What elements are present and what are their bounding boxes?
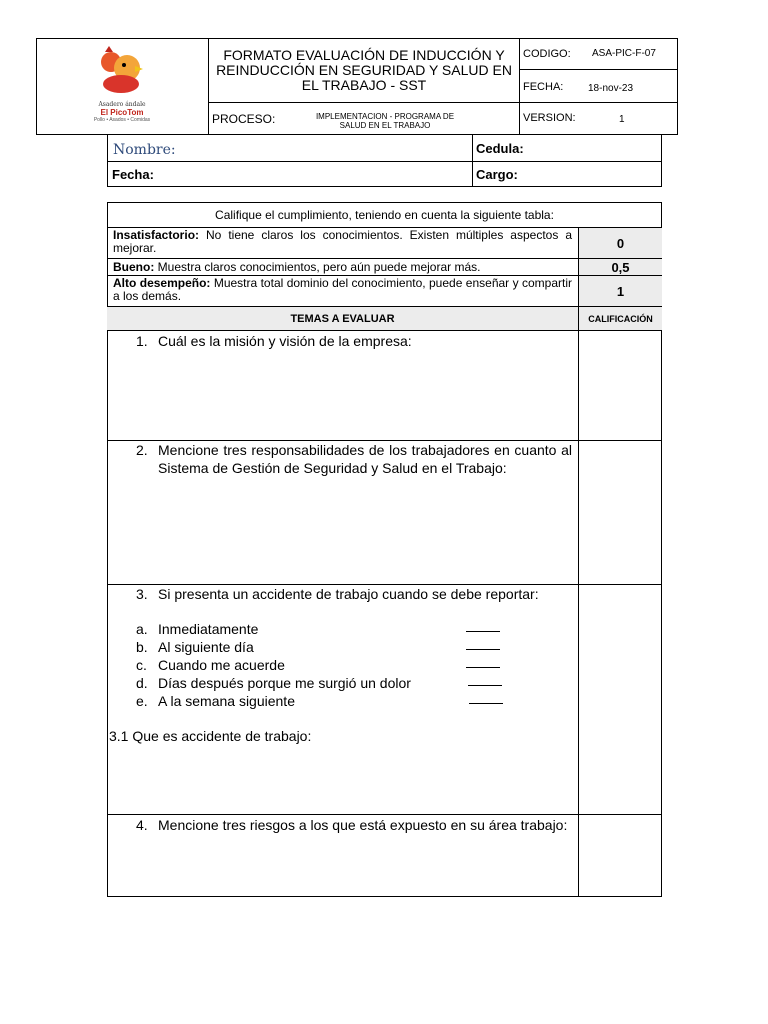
rating-level-0-name: Insatisfactorio: (113, 228, 200, 242)
question-1-text: Cuál es la misión y visión de la empresa: (158, 333, 412, 349)
rating-level-1 (107, 259, 579, 276)
logo-line-1: Asadero ándale (98, 101, 146, 108)
employee-divider-v (472, 135, 473, 187)
question-3-cell (107, 585, 579, 815)
proceso-label: PROCESO: (212, 112, 276, 126)
question-2-score[interactable] (579, 441, 662, 585)
option-d-blank[interactable] (468, 674, 502, 686)
company-logo (91, 44, 153, 124)
cedula-field[interactable] (530, 137, 658, 160)
rating-level-1-score: 0,5 (579, 259, 662, 276)
rating-level-0-desc: No tiene claros los conocimientos. Existen múltiples aspectos a mejorar. (113, 228, 572, 255)
nombre-field[interactable] (200, 137, 468, 160)
fecha-row (520, 70, 678, 103)
cargo-label: Cargo: (476, 167, 518, 182)
question-3-option-a[interactable] (136, 620, 576, 638)
logo-cell (36, 38, 209, 135)
question-1-score[interactable] (579, 331, 662, 441)
option-c-blank[interactable] (466, 656, 500, 668)
rating-level-0 (107, 228, 579, 259)
rating-instruction: Califique el cumplimiento, teniendo en cuenta la siguiente tabla: (107, 202, 662, 228)
fecha-label: FECHA: (523, 80, 564, 93)
option-b-letter: b. (136, 639, 148, 655)
question-3-option-e[interactable] (136, 692, 576, 710)
codigo-label: CODIGO: (523, 48, 571, 60)
logo-line-3: Pollo • Asados • Comidas (93, 117, 151, 123)
rating-level-2-score: 1 (579, 276, 662, 307)
question-3-option-d[interactable] (136, 674, 576, 692)
codigo-row (520, 38, 678, 70)
version-label: VERSION: (523, 112, 576, 124)
rating-level-0-score: 0 (579, 228, 662, 259)
question-3-text: Si presenta un accidente de trabajo cuando se debe reportar: (158, 586, 539, 602)
logo-line-2: El PicoTom (100, 108, 144, 117)
question-3-option-b[interactable] (136, 638, 576, 656)
option-e-blank[interactable] (469, 692, 503, 704)
question-1-number: 1. (136, 333, 148, 349)
option-c-letter: c. (136, 657, 147, 673)
question-3-score[interactable] (579, 585, 662, 815)
col-topics-header: TEMAS A EVALUAR (107, 307, 579, 331)
col-score-header: CALIFICACIÓN (579, 307, 662, 331)
option-d-letter: d. (136, 675, 148, 691)
question-3-1-text: 3.1 Que es accidente de trabajo: (109, 728, 312, 744)
fecha-value: 18-nov-23 (588, 83, 634, 94)
option-a-letter: a. (136, 621, 148, 637)
question-4-cell (107, 815, 579, 897)
question-4-score[interactable] (579, 815, 662, 897)
option-b-text: Al siguiente día (158, 639, 254, 655)
employee-divider-h (107, 161, 662, 162)
question-4-number: 4. (136, 817, 148, 833)
question-2-text: Mencione tres responsabilidades de los trabajadores en cuanto al Sistema de Gestión de Seguridad y Salud en el Trabajo: (158, 442, 572, 476)
option-b-blank[interactable] (466, 638, 500, 650)
rating-level-1-name: Bueno: (113, 259, 155, 274)
option-e-letter: e. (136, 693, 148, 709)
fecha-field-label: Fecha: (112, 167, 154, 182)
proceso-value: IMPLEMENTACION - PROGRAMA DE SALUD EN EL TRABAJO (315, 112, 455, 130)
version-row (520, 103, 678, 135)
question-1-cell (107, 331, 579, 441)
option-d-text: Días después porque me surgió un dolor (158, 675, 411, 691)
option-e-text: A la semana siguiente (158, 693, 295, 709)
rating-level-1-desc: Muestra claros conocimientos, pero aún puede mejorar más. (154, 259, 481, 274)
document-title: FORMATO EVALUACIÓN DE INDUCCIÓN Y REINDUCCIÓN EN SEGURIDAD Y SALUD EN EL TRABAJO - SST (209, 38, 520, 103)
question-3-option-c[interactable] (136, 656, 576, 674)
question-4-text: Mencione tres riesgos a los que está expuesto en su área trabajo: (158, 817, 568, 833)
option-c-text: Cuando me acuerde (158, 657, 285, 673)
rating-level-2 (107, 276, 579, 307)
fecha-field[interactable] (160, 163, 468, 185)
question-3-number: 3. (136, 586, 148, 602)
version-value: 1 (619, 113, 625, 125)
question-2-cell (107, 441, 579, 585)
rating-level-2-name: Alto desempeño: (113, 276, 211, 290)
proceso-row (209, 103, 520, 135)
chicken-icon (91, 44, 153, 96)
option-a-blank[interactable] (466, 620, 500, 632)
option-a-text: Inmediatamente (158, 621, 259, 637)
question-2-number: 2. (136, 442, 148, 458)
nombre-label: Nombre: (113, 142, 176, 158)
codigo-value: ASA-PIC-F-07 (592, 47, 656, 59)
cargo-field[interactable] (522, 163, 658, 185)
rating-level-2-desc: Muestra total dominio del conocimiento, puede enseñar y compartir a los demás. (113, 276, 572, 303)
cedula-label: Cedula: (476, 140, 524, 156)
